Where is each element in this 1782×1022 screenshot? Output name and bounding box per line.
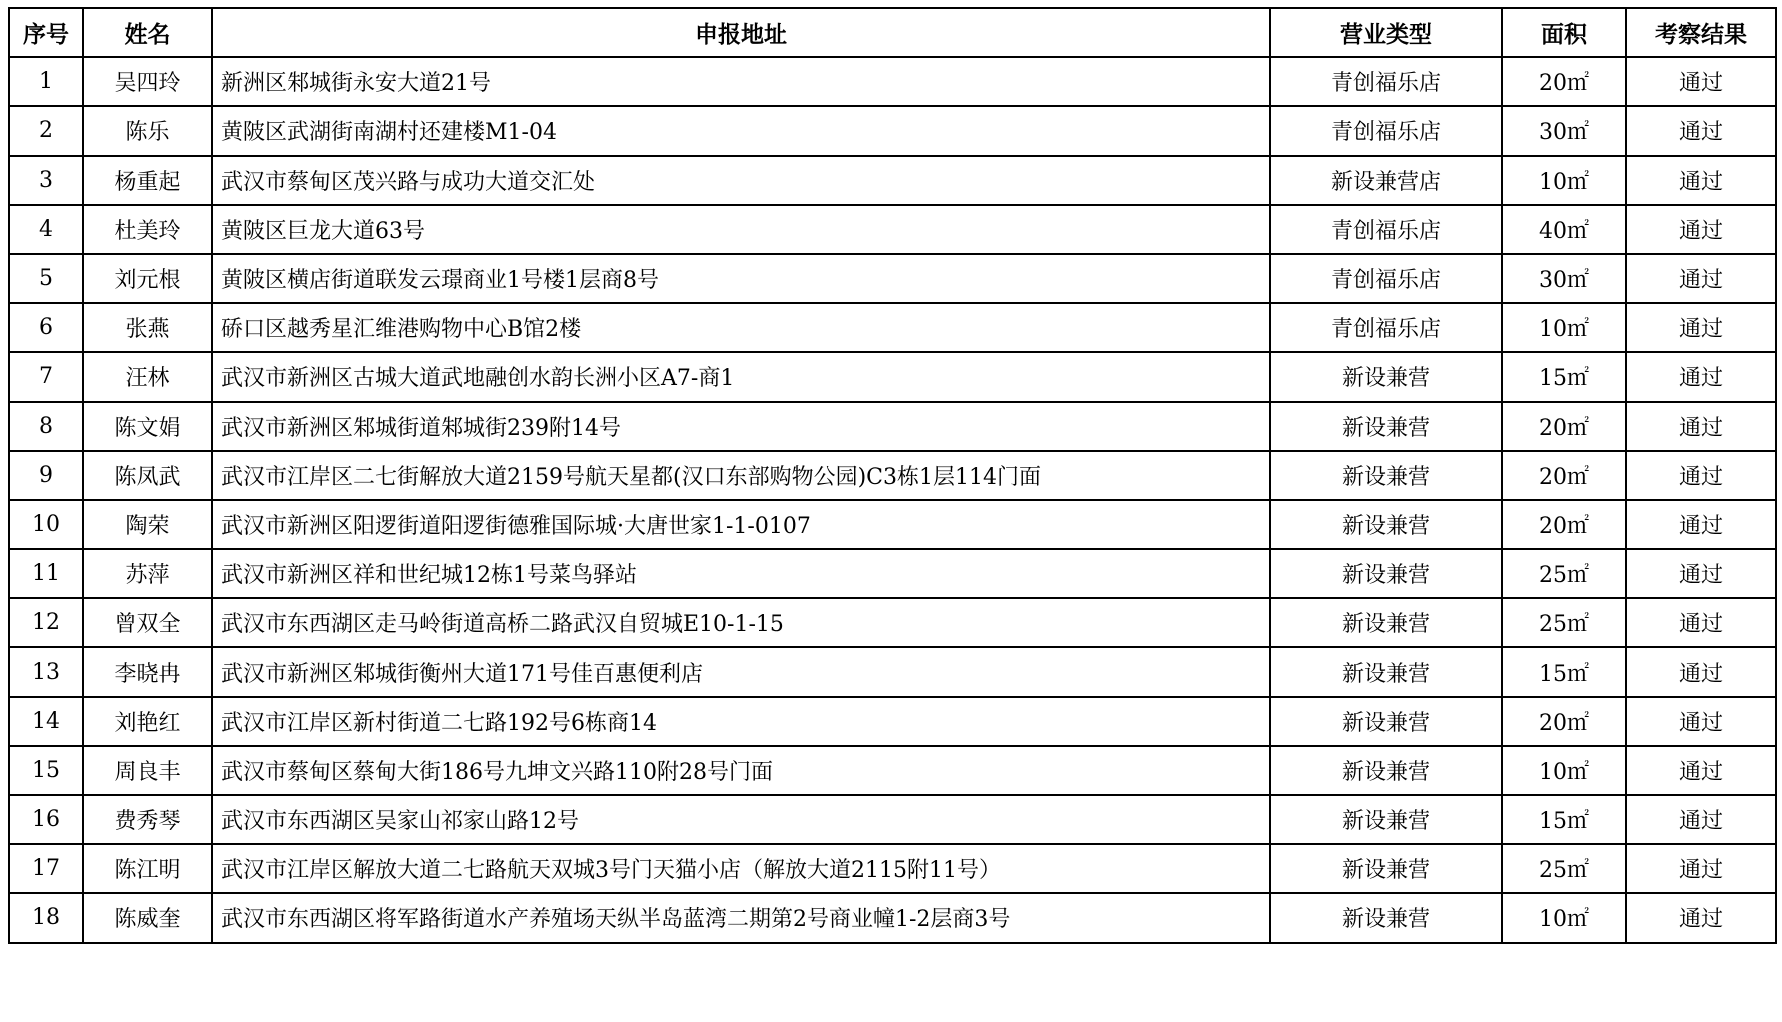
cell-address: 武汉市新洲区古城大道武地融创水韵长洲小区A7-商1 [212,352,1270,401]
cell-address: 武汉市东西湖区将军路街道水产养殖场天纵半岛蓝湾二期第2号商业幢1-2层商3号 [212,893,1270,942]
cell-area: 25㎡ [1502,549,1626,598]
cell-result: 通过 [1626,106,1776,155]
cell-area: 10㎡ [1502,746,1626,795]
cell-result: 通过 [1626,647,1776,696]
cell-name: 杨重起 [83,156,212,205]
cell-no: 8 [9,402,83,451]
table-row [9,106,1776,155]
cell-no: 3 [9,156,83,205]
table-row [9,57,1776,106]
cell-type: 新设兼营 [1270,795,1502,844]
cell-name: 费秀琴 [83,795,212,844]
cell-area: 40㎡ [1502,205,1626,254]
cell-result: 通过 [1626,893,1776,942]
header-type: 营业类型 [1270,8,1502,57]
cell-name: 陈江明 [83,844,212,893]
table-row [9,205,1776,254]
cell-no: 16 [9,795,83,844]
cell-result: 通过 [1626,205,1776,254]
header-area: 面积 [1502,8,1626,57]
cell-address: 新洲区邾城街永安大道21号 [212,57,1270,106]
cell-no: 15 [9,746,83,795]
cell-area: 10㎡ [1502,893,1626,942]
table-row [9,647,1776,696]
cell-area: 25㎡ [1502,598,1626,647]
cell-no: 11 [9,549,83,598]
table-row [9,697,1776,746]
cell-no: 5 [9,254,83,303]
cell-name: 张燕 [83,303,212,352]
cell-result: 通过 [1626,746,1776,795]
cell-no: 1 [9,57,83,106]
cell-address: 武汉市新洲区阳逻街道阳逻街德雅国际城·大唐世家1-1-0107 [212,500,1270,549]
cell-address: 武汉市蔡甸区蔡甸大街186号九坤文兴路110附28号门面 [212,746,1270,795]
cell-name: 陈威奎 [83,893,212,942]
cell-type: 新设兼营 [1270,451,1502,500]
cell-type: 新设兼营 [1270,647,1502,696]
cell-name: 陈文娟 [83,402,212,451]
cell-no: 17 [9,844,83,893]
cell-no: 10 [9,500,83,549]
cell-no: 18 [9,893,83,942]
cell-result: 通过 [1626,352,1776,401]
cell-name: 李晓冉 [83,647,212,696]
cell-name: 刘艳红 [83,697,212,746]
table-row [9,500,1776,549]
cell-type: 新设兼营 [1270,697,1502,746]
cell-type: 青创福乐店 [1270,57,1502,106]
cell-result: 通过 [1626,500,1776,549]
table-row [9,451,1776,500]
cell-name: 杜美玲 [83,205,212,254]
cell-area: 15㎡ [1502,795,1626,844]
cell-name: 陶荣 [83,500,212,549]
header-row [9,8,1776,57]
cell-result: 通过 [1626,402,1776,451]
cell-area: 10㎡ [1502,156,1626,205]
cell-type: 新设兼营 [1270,746,1502,795]
cell-address: 武汉市蔡甸区茂兴路与成功大道交汇处 [212,156,1270,205]
cell-result: 通过 [1626,303,1776,352]
table-row [9,795,1776,844]
cell-address: 武汉市东西湖区走马岭街道高桥二路武汉自贸城E10-1-15 [212,598,1270,647]
cell-name: 刘元根 [83,254,212,303]
cell-address: 武汉市江岸区解放大道二七路航天双城3号门天猫小店（解放大道2115附11号） [212,844,1270,893]
cell-result: 通过 [1626,598,1776,647]
cell-type: 新设兼营店 [1270,156,1502,205]
table-row [9,352,1776,401]
cell-no: 9 [9,451,83,500]
table-row [9,303,1776,352]
table-row [9,746,1776,795]
cell-area: 20㎡ [1502,451,1626,500]
cell-name: 苏萍 [83,549,212,598]
cell-address: 硚口区越秀星汇维港购物中心B馆2楼 [212,303,1270,352]
cell-area: 15㎡ [1502,647,1626,696]
cell-address: 武汉市新洲区邾城街道邾城街239附14号 [212,402,1270,451]
header-name: 姓名 [83,8,212,57]
cell-address: 武汉市江岸区新村街道二七路192号6栋商14 [212,697,1270,746]
cell-type: 新设兼营 [1270,598,1502,647]
cell-area: 15㎡ [1502,352,1626,401]
cell-area: 20㎡ [1502,697,1626,746]
cell-result: 通过 [1626,549,1776,598]
cell-name: 曾双全 [83,598,212,647]
cell-result: 通过 [1626,156,1776,205]
cell-no: 13 [9,647,83,696]
cell-result: 通过 [1626,451,1776,500]
cell-type: 新设兼营 [1270,844,1502,893]
cell-no: 7 [9,352,83,401]
cell-address: 武汉市新洲区邾城街衡州大道171号佳百惠便利店 [212,647,1270,696]
cell-result: 通过 [1626,57,1776,106]
cell-area: 30㎡ [1502,106,1626,155]
table-row [9,254,1776,303]
table-row [9,893,1776,942]
cell-name: 陈凤武 [83,451,212,500]
cell-type: 新设兼营 [1270,402,1502,451]
cell-no: 4 [9,205,83,254]
cell-area: 30㎡ [1502,254,1626,303]
cell-result: 通过 [1626,697,1776,746]
cell-address: 武汉市江岸区二七街解放大道2159号航天星都(汉口东部购物公园)C3栋1层114门面 [212,451,1270,500]
table-row [9,156,1776,205]
applicant-table [8,7,1777,944]
cell-name: 周良丰 [83,746,212,795]
cell-address: 黄陂区巨龙大道63号 [212,205,1270,254]
cell-area: 20㎡ [1502,402,1626,451]
cell-area: 25㎡ [1502,844,1626,893]
header-no: 序号 [9,8,83,57]
cell-address: 武汉市东西湖区吴家山祁家山路12号 [212,795,1270,844]
cell-address: 黄陂区武湖街南湖村还建楼M1-04 [212,106,1270,155]
cell-no: 6 [9,303,83,352]
cell-no: 14 [9,697,83,746]
table-row [9,598,1776,647]
cell-area: 20㎡ [1502,57,1626,106]
table-body [9,57,1776,942]
cell-address: 黄陂区横店街道联发云璟商业1号楼1层商8号 [212,254,1270,303]
cell-result: 通过 [1626,254,1776,303]
cell-no: 2 [9,106,83,155]
cell-name: 陈乐 [83,106,212,155]
cell-name: 吴四玲 [83,57,212,106]
table-row [9,549,1776,598]
cell-type: 青创福乐店 [1270,106,1502,155]
cell-result: 通过 [1626,795,1776,844]
cell-area: 20㎡ [1502,500,1626,549]
cell-type: 青创福乐店 [1270,205,1502,254]
cell-type: 青创福乐店 [1270,303,1502,352]
table-row [9,844,1776,893]
cell-type: 新设兼营 [1270,352,1502,401]
cell-address: 武汉市新洲区祥和世纪城12栋1号菜鸟驿站 [212,549,1270,598]
cell-result: 通过 [1626,844,1776,893]
header-result: 考察结果 [1626,8,1776,57]
cell-type: 新设兼营 [1270,549,1502,598]
cell-type: 青创福乐店 [1270,254,1502,303]
cell-type: 新设兼营 [1270,893,1502,942]
table-row [9,402,1776,451]
cell-no: 12 [9,598,83,647]
cell-area: 10㎡ [1502,303,1626,352]
header-address: 申报地址 [212,8,1270,57]
cell-name: 汪林 [83,352,212,401]
cell-type: 新设兼营 [1270,500,1502,549]
